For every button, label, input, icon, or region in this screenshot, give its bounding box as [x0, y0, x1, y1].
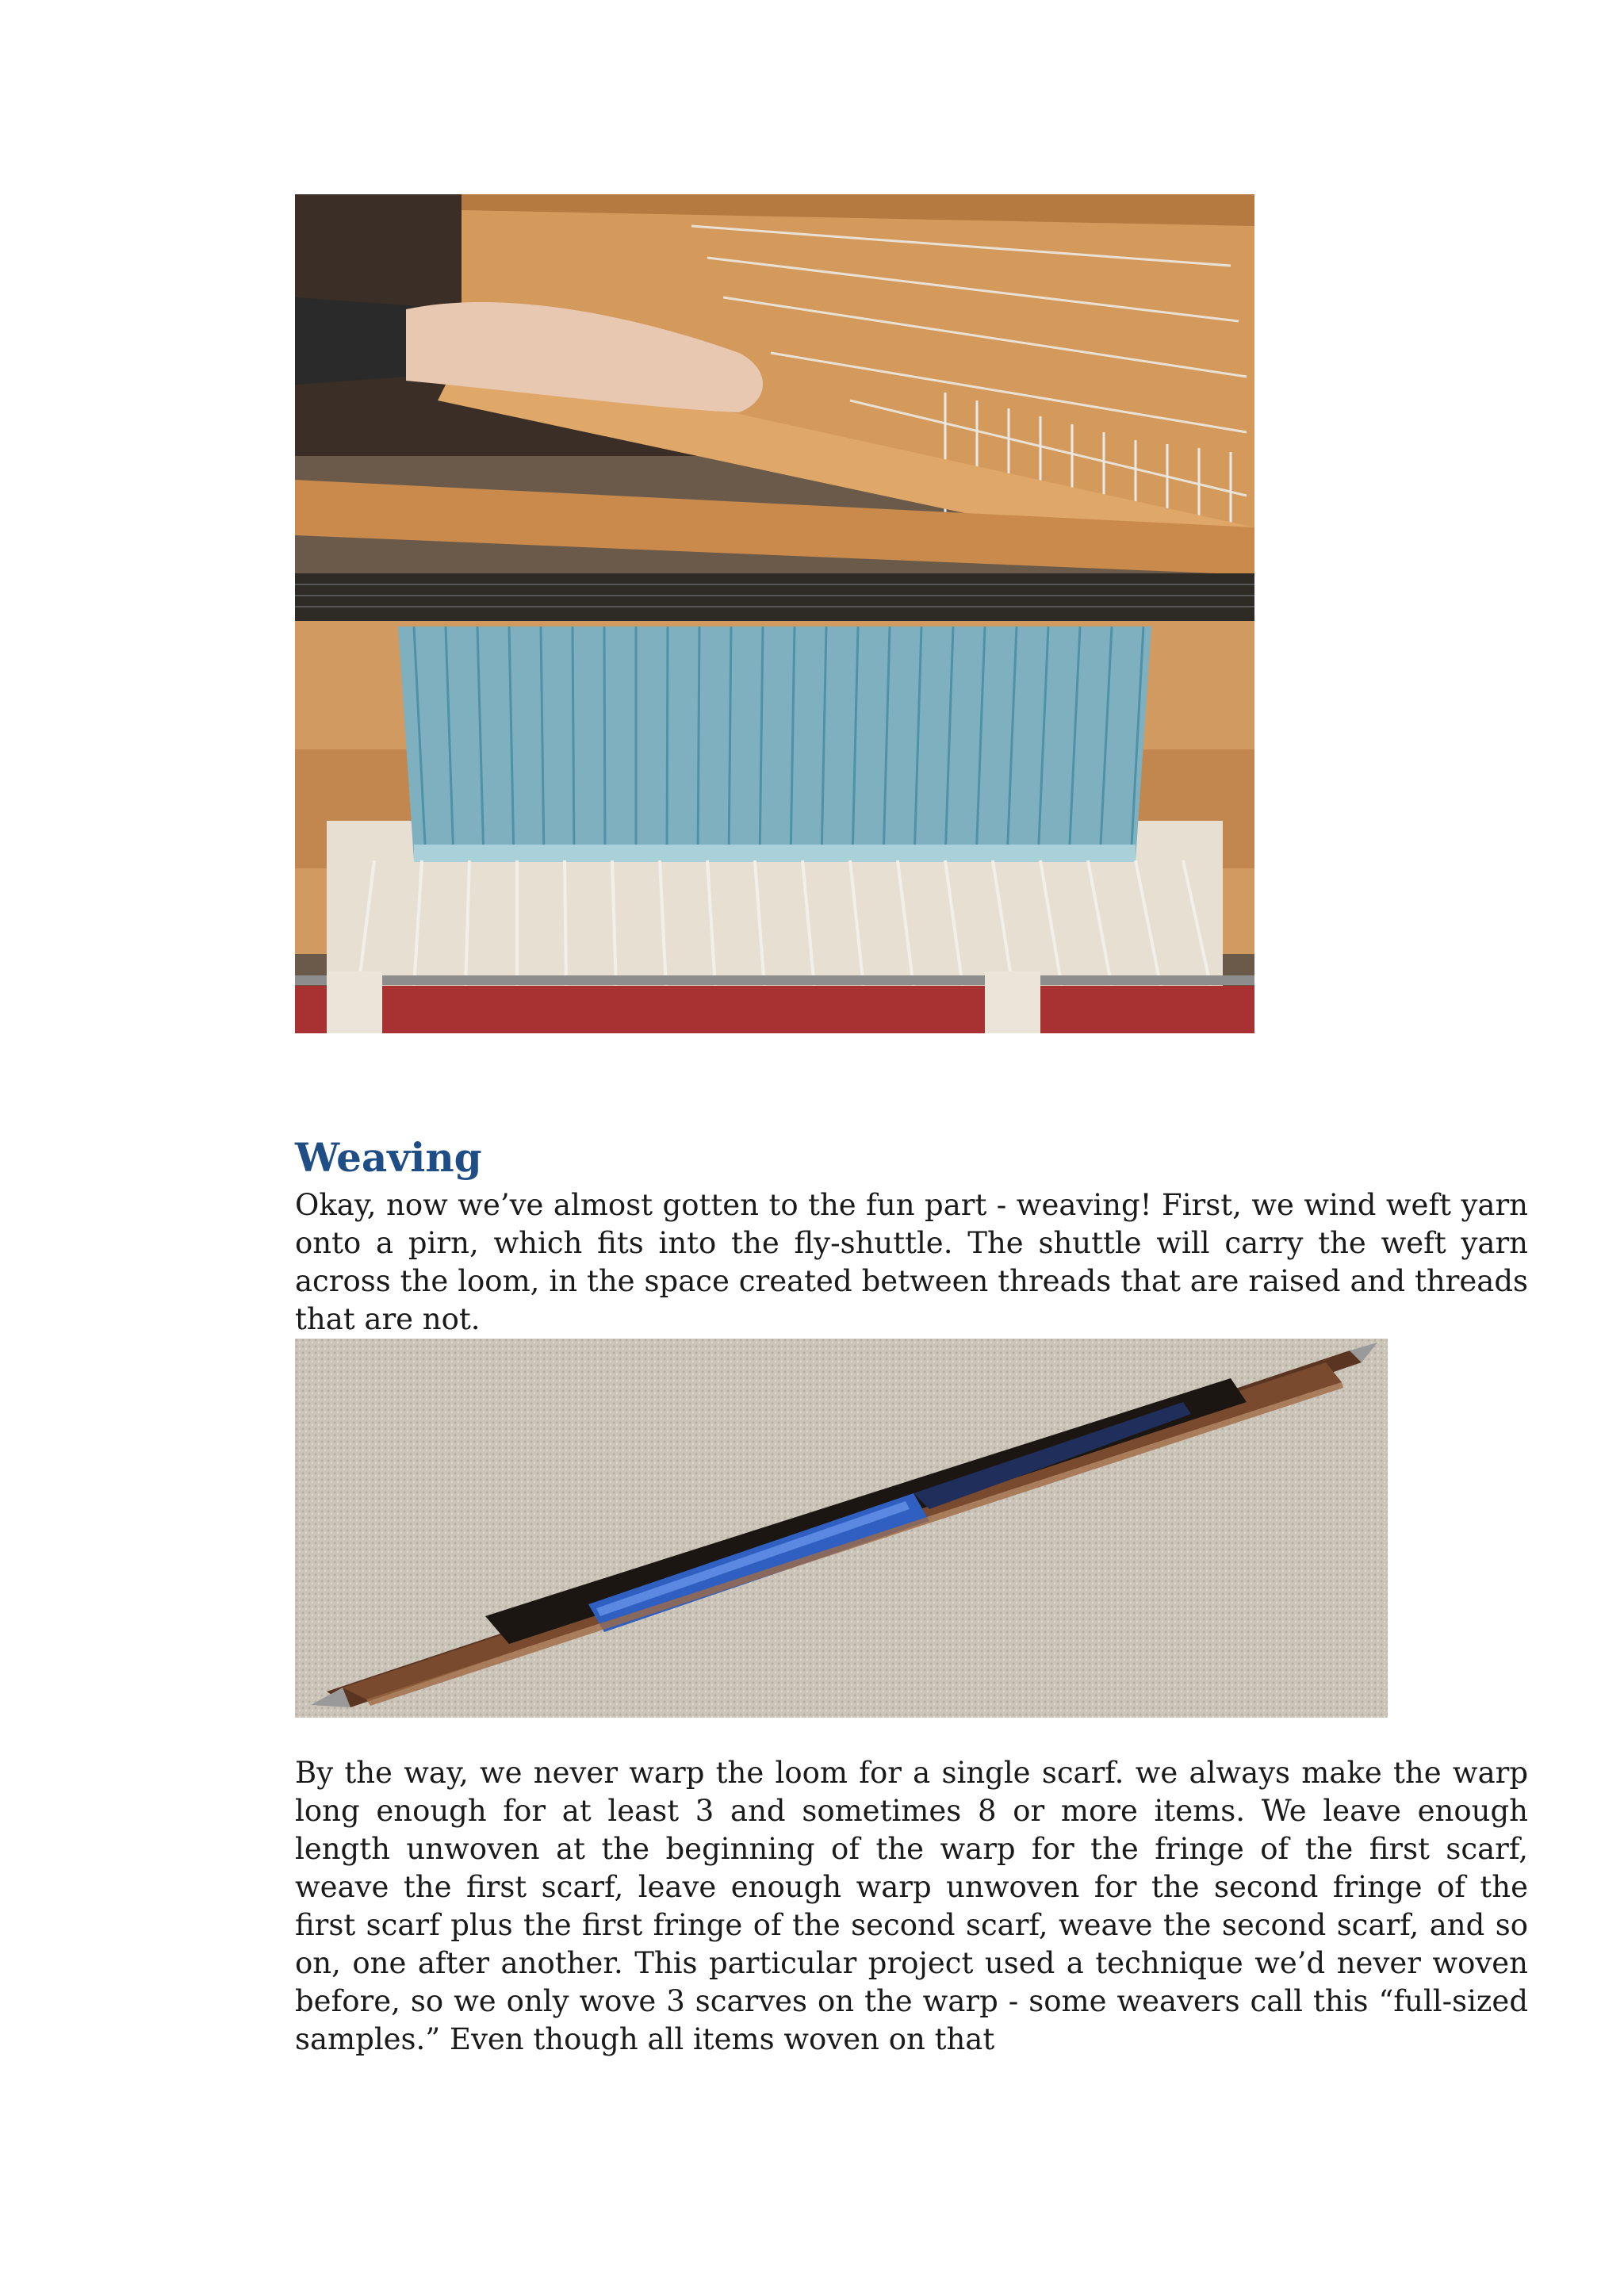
loom-photo-illustration: [295, 194, 1254, 1033]
shuttle-photo-illustration: [295, 1339, 1388, 1718]
shuttle-photo: [295, 1339, 1388, 1718]
section-heading: Weaving: [295, 1134, 482, 1181]
body-paragraph: Okay, now we’ve almost gotten to the fun part - weaving! First, we wind weft yarn onto a pirn, which fits into the fly-shuttle. The shuttle will carry the weft yarn across the loom, in the space created between threads that are raised and threads that are not.: [295, 1188, 1528, 1336]
body-paragraph: By the way, we never warp the loom for a single scarf. we always make the warp long enough for at least 3 and sometimes 8 or more items. We leave enough length unwoven at the beginning of the warp for the fringe of the first scarf, weave the first scarf, leave enough warp unwoven for the second fringe of the first scarf plus the first fringe of the second scarf, weave the second scarf, and so on, one after another. This particular project used a technique we’d never woven before, so we only wove 3 scarves on the warp - some weavers call this “full-sized samples.” Even though all items woven on that: [295, 1756, 1528, 2056]
loom-photo: [295, 194, 1254, 1033]
